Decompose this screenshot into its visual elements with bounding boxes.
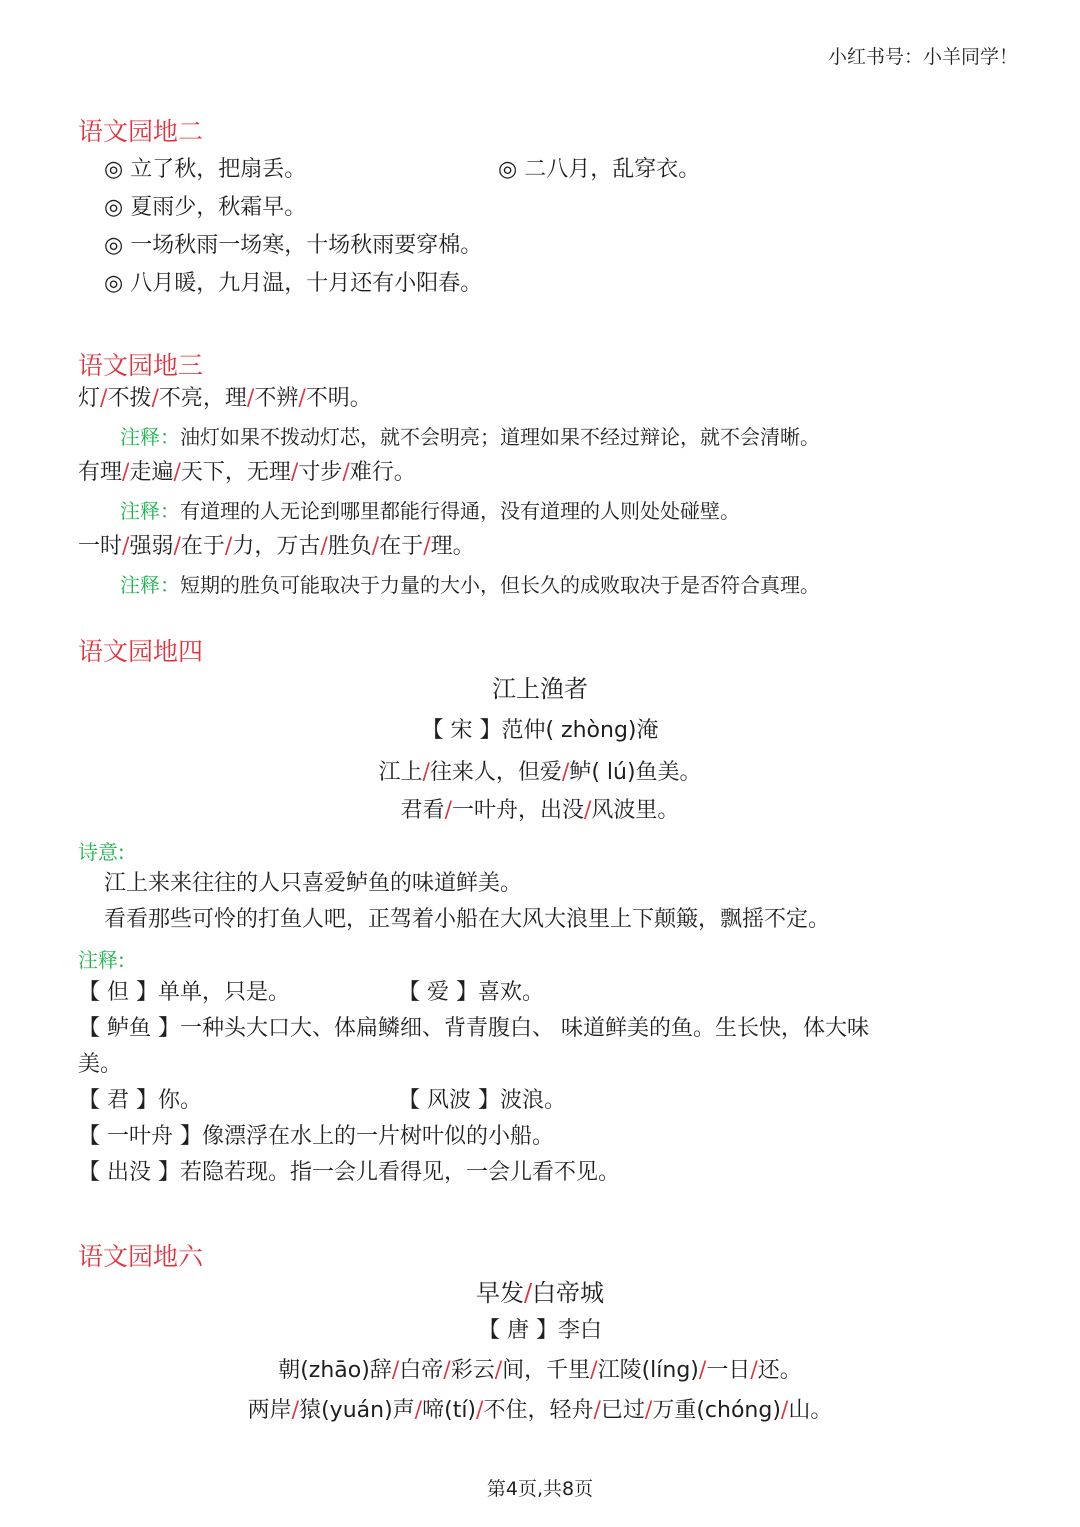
- note-yiyezhou: 【 一叶舟 】像漂浮在水上的一片树叶似的小船。: [78, 1124, 554, 1149]
- account-label: 小红书号：小羊同学！: [827, 46, 1018, 68]
- saying-3-note: 注释：短期的胜负可能取决于力量的大小，但长久的成败取决于是否符合真理。: [120, 573, 820, 597]
- section-title-3: 语文园地三: [78, 351, 204, 380]
- saying-2: 有理/走遍/天下，无理/寸步/难行。: [78, 460, 416, 485]
- note-fengbo: 【 风波 】波浪。: [398, 1088, 566, 1113]
- poem-title-2: 早发/白帝城: [475, 1279, 605, 1307]
- proverb-1: ◎ 立了秋，把扇丢。: [104, 157, 307, 182]
- proverb-5: ◎ 八月暖，九月温，十月还有小阳春。: [104, 271, 483, 296]
- poem2-line-2: 两岸/猿(yuán)声/啼(tí)/不住，轻舟/已过/万重(chóng)/山。: [247, 1398, 833, 1423]
- poem-author-1: 【 宋 】范仲( zhòng)淹: [421, 718, 659, 743]
- poem-line-2: 君看/一叶舟，出没/风波里。: [400, 798, 680, 823]
- section-title-4: 语文园地四: [78, 637, 204, 666]
- section-title-6: 语文园地六: [78, 1242, 204, 1271]
- proverb-2: ◎ 二八月，乱穿衣。: [498, 157, 701, 182]
- note-dan: 【 但 】单单，只是。: [78, 980, 290, 1005]
- page-number: 第4页,共8页: [486, 1478, 594, 1500]
- note-chumo: 【 出没 】若隐若现。指一会儿看得见，一会儿看不见。: [78, 1160, 620, 1185]
- note-jun: 【 君 】你。: [78, 1088, 202, 1113]
- saying-2-note: 注释：有道理的人无论到哪里都能行得通，没有道理的人则处处碰壁。: [120, 499, 740, 523]
- proverb-4: ◎ 一场秋雨一场寒，十场秋雨要穿棉。: [104, 233, 483, 258]
- poem-title-1: 江上渔者: [492, 675, 588, 703]
- proverb-3: ◎ 夏雨少，秋霜早。: [104, 195, 307, 220]
- poem-line-1: 江上/往来人，但爱/鲈( lú)鱼美。: [378, 760, 702, 785]
- note-luyu-cont: 美。: [78, 1052, 123, 1077]
- section-title-2: 语文园地二: [78, 117, 204, 146]
- poem2-line-1: 朝(zhāo)辞/白帝/彩云/间，千里/江陵(líng)/一日/还。: [278, 1358, 802, 1383]
- meaning-line-2: 看看那些可怜的打鱼人吧，正驾着小船在大风大浪里上下颠簸，飘摇不定。: [104, 907, 831, 932]
- saying-1-note: 注释：油灯如果不拨动灯芯，就不会明亮；道理如果不经过辩论，就不会清晰。: [120, 425, 820, 449]
- saying-3: 一时/强弱/在于/力，万古/胜负/在于/理。: [78, 534, 475, 559]
- notes-label: 注释:: [78, 948, 125, 972]
- saying-1: 灯/不拨/不亮，理/不辨/不明。: [78, 386, 372, 411]
- meaning-label: 诗意:: [78, 840, 125, 864]
- meaning-line-1: 江上来来往往的人只喜爱鲈鱼的味道鲜美。: [104, 871, 523, 896]
- note-ai: 【 爱 】喜欢。: [398, 980, 544, 1005]
- note-luyu: 【 鲈鱼 】一种头大口大、体扁鳞细、背青腹白、 味道鲜美的鱼。生长快，体大味: [78, 1016, 869, 1041]
- poem-author-2: 【 唐 】李白: [478, 1318, 602, 1343]
